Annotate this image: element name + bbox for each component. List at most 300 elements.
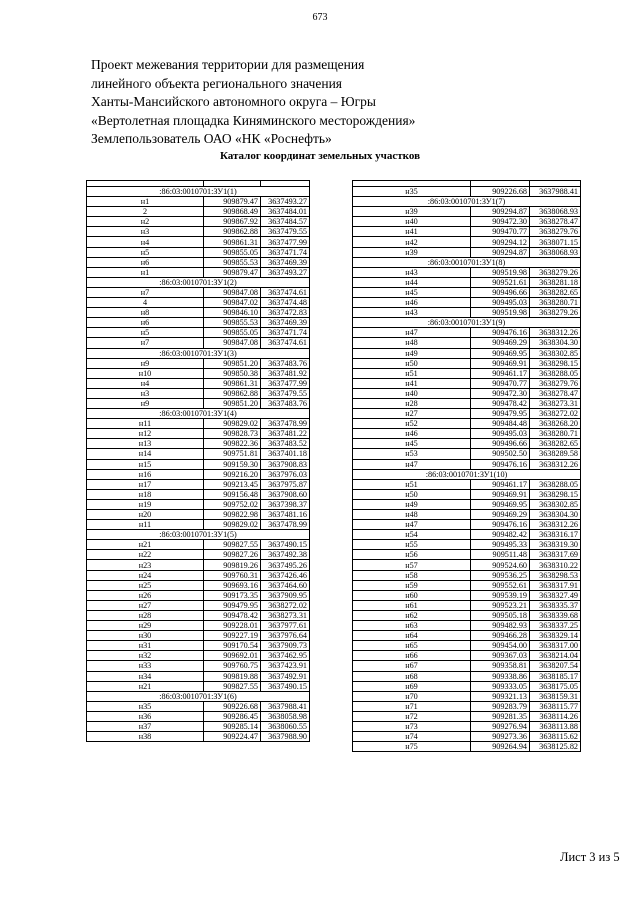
table-row xyxy=(87,489,310,499)
point-id-cell: н61 xyxy=(353,600,471,610)
x-coordinate-cell: 909868.49 xyxy=(204,207,261,217)
table-row xyxy=(353,358,581,368)
y-coordinate-cell: 3638273.31 xyxy=(261,610,310,620)
x-coordinate-cell: 909855.05 xyxy=(204,247,261,257)
point-id-cell: н43 xyxy=(353,308,471,318)
table-row xyxy=(353,560,581,570)
x-coordinate-cell: 909752.02 xyxy=(204,499,261,509)
point-id-cell: н51 xyxy=(353,479,471,489)
point-id-cell: н24 xyxy=(87,570,204,580)
x-coordinate-cell: 909294.87 xyxy=(471,207,530,217)
y-coordinate-cell: 3637477.99 xyxy=(261,237,310,247)
point-id-cell: н11 xyxy=(87,419,204,429)
y-coordinate-cell: 3637484.57 xyxy=(261,217,310,227)
y-coordinate-cell: 3638272.02 xyxy=(261,600,310,610)
x-coordinate-cell: 909828.73 xyxy=(204,429,261,439)
point-id-cell: н29 xyxy=(87,621,204,631)
x-coordinate-cell: 909216.20 xyxy=(204,469,261,479)
table-row xyxy=(353,742,581,752)
table-row xyxy=(353,540,581,550)
y-coordinate-cell: 3637490.15 xyxy=(261,540,310,550)
x-coordinate-cell: 909760.75 xyxy=(204,661,261,671)
y-coordinate-cell: 3638115.62 xyxy=(530,732,581,742)
x-coordinate-cell: 909862.88 xyxy=(204,227,261,237)
x-coordinate-cell: 909469.91 xyxy=(471,489,530,499)
x-coordinate-cell: 909495.03 xyxy=(471,429,530,439)
table-row xyxy=(87,570,310,580)
x-coordinate-cell: 909822.36 xyxy=(204,439,261,449)
x-coordinate-cell: 909469.29 xyxy=(471,510,530,520)
y-coordinate-cell: 3637988.41 xyxy=(261,701,310,711)
x-coordinate-cell: 909321.13 xyxy=(471,691,530,701)
table-row xyxy=(353,721,581,731)
x-coordinate-cell: 909469.91 xyxy=(471,358,530,368)
point-id-cell: н40 xyxy=(353,217,471,227)
table-row xyxy=(87,711,310,721)
section-title: :86:03:0010701:ЗУ1(8) xyxy=(353,257,581,267)
x-coordinate-cell: 909851.20 xyxy=(204,398,261,408)
point-id-cell: н19 xyxy=(87,499,204,509)
y-coordinate-cell: 3637975.87 xyxy=(261,479,310,489)
point-id-cell: н39 xyxy=(353,247,471,257)
section-header-row xyxy=(353,257,581,267)
header-line: «Вертолетная площадка Киняминского месторождения» xyxy=(91,112,416,128)
x-coordinate-cell: 909847.08 xyxy=(204,287,261,297)
point-id-cell: н46 xyxy=(353,298,471,308)
table-row xyxy=(87,267,310,277)
point-id-cell: н49 xyxy=(353,499,471,509)
point-id-cell: н42 xyxy=(353,237,471,247)
header-line: Проект межевания территории для размещения xyxy=(91,57,365,72)
x-coordinate-cell: 909861.31 xyxy=(204,237,261,247)
point-id-cell: н27 xyxy=(353,409,471,419)
y-coordinate-cell: 3637988.41 xyxy=(530,187,581,197)
point-id-cell: н47 xyxy=(353,328,471,338)
table-row xyxy=(87,580,310,590)
table-row xyxy=(87,661,310,671)
table-row xyxy=(353,590,581,600)
header-line: Землепользователь ОАО «НК «Роснефть» xyxy=(91,131,332,146)
table-row xyxy=(87,701,310,711)
x-coordinate-cell: 909496.66 xyxy=(471,287,530,297)
x-coordinate-cell: 909226.68 xyxy=(471,187,530,197)
sheet-number: Лист 3 из 5 xyxy=(560,850,620,864)
point-id-cell: н44 xyxy=(353,277,471,287)
section-header-row xyxy=(353,469,581,479)
point-id-cell: н5 xyxy=(87,247,204,257)
table-row xyxy=(87,560,310,570)
x-coordinate-cell: 909285.14 xyxy=(204,721,261,731)
table-row xyxy=(353,580,581,590)
x-coordinate-cell: 909454.00 xyxy=(471,641,530,651)
y-coordinate-cell: 3638319.30 xyxy=(530,540,581,550)
point-id-cell: н18 xyxy=(87,489,204,499)
y-coordinate-cell: 3637477.99 xyxy=(261,378,310,388)
x-coordinate-cell: 909855.53 xyxy=(204,257,261,267)
x-coordinate-cell: 909829.02 xyxy=(204,520,261,530)
point-id-cell: н21 xyxy=(87,681,204,691)
y-coordinate-cell: 3638280.71 xyxy=(530,298,581,308)
point-id-cell: н68 xyxy=(353,671,471,681)
table-row xyxy=(353,600,581,610)
x-coordinate-cell: 909461.17 xyxy=(471,368,530,378)
point-id-cell: н62 xyxy=(353,610,471,620)
page-number: 673 xyxy=(312,12,328,23)
point-id-cell: н17 xyxy=(87,479,204,489)
x-coordinate-cell: 909479.95 xyxy=(471,409,530,419)
x-coordinate-cell: 909505.18 xyxy=(471,610,530,620)
table-row xyxy=(87,540,310,550)
point-id-cell: н11 xyxy=(87,520,204,530)
point-id-cell: н40 xyxy=(353,388,471,398)
table-row xyxy=(87,479,310,489)
y-coordinate-cell: 3638288.05 xyxy=(530,368,581,378)
point-id-cell: н9 xyxy=(87,398,204,408)
point-id-cell: н4 xyxy=(87,378,204,388)
point-id-cell: н2 xyxy=(87,217,204,227)
y-coordinate-cell: 3637401.18 xyxy=(261,449,310,459)
table-row xyxy=(87,621,310,631)
point-id-cell: н33 xyxy=(87,661,204,671)
point-id-cell: н71 xyxy=(353,701,471,711)
point-id-cell: н47 xyxy=(353,520,471,530)
point-id-cell: н26 xyxy=(87,590,204,600)
point-id-cell: н22 xyxy=(87,550,204,560)
table-row xyxy=(87,550,310,560)
point-id-cell: н54 xyxy=(353,530,471,540)
table-row xyxy=(87,610,310,620)
table-row xyxy=(353,308,581,318)
y-coordinate-cell: 3637976.03 xyxy=(261,469,310,479)
x-coordinate-cell: 909224.47 xyxy=(204,732,261,742)
point-id-cell: н5 xyxy=(87,328,204,338)
point-id-cell: н53 xyxy=(353,449,471,459)
table-row xyxy=(353,499,581,509)
x-coordinate-cell: 909469.95 xyxy=(471,499,530,509)
y-coordinate-cell: 3638312.26 xyxy=(530,328,581,338)
table-row xyxy=(87,600,310,610)
table-row xyxy=(353,570,581,580)
y-coordinate-cell: 3638304.30 xyxy=(530,338,581,348)
x-coordinate-cell: 909478.42 xyxy=(204,610,261,620)
table-row xyxy=(353,237,581,247)
point-id-cell: н66 xyxy=(353,651,471,661)
y-coordinate-cell: 3638207.54 xyxy=(530,661,581,671)
table-row xyxy=(353,419,581,429)
table-row xyxy=(87,681,310,691)
y-coordinate-cell: 3638268.20 xyxy=(530,419,581,429)
point-id-cell: 4 xyxy=(87,298,204,308)
point-id-cell: н60 xyxy=(353,590,471,600)
x-coordinate-cell: 909502.50 xyxy=(471,449,530,459)
table-row xyxy=(353,631,581,641)
y-coordinate-cell: 3638298.15 xyxy=(530,358,581,368)
x-coordinate-cell: 909358.81 xyxy=(471,661,530,671)
table-row xyxy=(353,711,581,721)
document-header xyxy=(91,56,415,149)
point-id-cell: н7 xyxy=(87,338,204,348)
table-row xyxy=(87,338,310,348)
y-coordinate-cell: 3638114.26 xyxy=(530,711,581,721)
table-row xyxy=(353,449,581,459)
point-id-cell: н38 xyxy=(87,732,204,742)
x-coordinate-cell: 909170.54 xyxy=(204,641,261,651)
table-row xyxy=(87,429,310,439)
point-id-cell: н49 xyxy=(353,348,471,358)
left-coordinate-table xyxy=(86,180,310,742)
table-row xyxy=(353,368,581,378)
y-coordinate-cell: 3637908.60 xyxy=(261,489,310,499)
x-coordinate-cell: 909819.26 xyxy=(204,560,261,570)
y-coordinate-cell: 3638282.65 xyxy=(530,287,581,297)
y-coordinate-cell: 3637909.73 xyxy=(261,641,310,651)
x-coordinate-cell: 909276.94 xyxy=(471,721,530,731)
point-id-cell: н4 xyxy=(87,237,204,247)
table-row xyxy=(87,398,310,408)
header-line: Ханты-Мансийского автономного округа – Югры xyxy=(91,94,376,109)
y-coordinate-cell: 3637469.39 xyxy=(261,318,310,328)
x-coordinate-cell: 909479.95 xyxy=(204,600,261,610)
table-row xyxy=(353,217,581,227)
point-id-cell: н74 xyxy=(353,732,471,742)
point-id-cell: н8 xyxy=(87,308,204,318)
table-row xyxy=(353,227,581,237)
table-row xyxy=(353,287,581,297)
section-header-row xyxy=(87,348,310,358)
y-coordinate-cell: 3638214.04 xyxy=(530,651,581,661)
table-row xyxy=(87,721,310,731)
point-id-cell: н14 xyxy=(87,449,204,459)
x-coordinate-cell: 909879.47 xyxy=(204,267,261,277)
x-coordinate-cell: 909226.68 xyxy=(204,701,261,711)
table-row xyxy=(87,207,310,217)
point-id-cell: н36 xyxy=(87,711,204,721)
table-row xyxy=(87,510,310,520)
y-coordinate-cell: 3638060.55 xyxy=(261,721,310,731)
x-coordinate-cell: 909523.21 xyxy=(471,600,530,610)
point-id-cell: н41 xyxy=(353,378,471,388)
point-id-cell: н65 xyxy=(353,641,471,651)
point-id-cell: н35 xyxy=(87,701,204,711)
point-id-cell: н58 xyxy=(353,570,471,580)
x-coordinate-cell: 909829.02 xyxy=(204,419,261,429)
table-row xyxy=(353,409,581,419)
table-row xyxy=(353,610,581,620)
x-coordinate-cell: 909472.30 xyxy=(471,217,530,227)
x-coordinate-cell: 909482.42 xyxy=(471,530,530,540)
point-id-cell: н46 xyxy=(353,429,471,439)
point-id-cell: н48 xyxy=(353,510,471,520)
y-coordinate-cell: 3638279.76 xyxy=(530,227,581,237)
point-id-cell: н30 xyxy=(87,631,204,641)
section-header-row xyxy=(87,277,310,287)
x-coordinate-cell: 909472.30 xyxy=(471,388,530,398)
x-coordinate-cell: 909294.12 xyxy=(471,237,530,247)
y-coordinate-cell: 3637481.16 xyxy=(261,510,310,520)
x-coordinate-cell: 909227.19 xyxy=(204,631,261,641)
y-coordinate-cell: 3637492.91 xyxy=(261,671,310,681)
y-coordinate-cell: 3637977.61 xyxy=(261,621,310,631)
y-coordinate-cell: 3638312.26 xyxy=(530,520,581,530)
y-coordinate-cell: 3638317.91 xyxy=(530,580,581,590)
table-row xyxy=(353,459,581,469)
table-row xyxy=(353,641,581,651)
section-title: :86:03:0010701:ЗУ1(2) xyxy=(87,277,310,287)
right-table-body xyxy=(353,181,581,752)
x-coordinate-cell: 909552.61 xyxy=(471,580,530,590)
catalog-title: Каталог координат земельных участков xyxy=(219,150,421,162)
table-row xyxy=(87,590,310,600)
x-coordinate-cell: 909827.26 xyxy=(204,550,261,560)
table-row xyxy=(87,197,310,207)
y-coordinate-cell: 3638302.85 xyxy=(530,499,581,509)
y-coordinate-cell: 3638282.65 xyxy=(530,439,581,449)
section-title: :86:03:0010701:ЗУ1(5) xyxy=(87,530,310,540)
y-coordinate-cell: 3637490.15 xyxy=(261,681,310,691)
table-row xyxy=(87,439,310,449)
point-id-cell: н48 xyxy=(353,338,471,348)
y-coordinate-cell: 3637492.38 xyxy=(261,550,310,560)
y-coordinate-cell: 3638337.25 xyxy=(530,621,581,631)
y-coordinate-cell: 3638288.05 xyxy=(530,479,581,489)
section-header-row xyxy=(87,530,310,540)
point-id-cell: н73 xyxy=(353,721,471,731)
point-id-cell: н64 xyxy=(353,631,471,641)
y-coordinate-cell: 3637462.95 xyxy=(261,651,310,661)
y-coordinate-cell: 3637478.99 xyxy=(261,520,310,530)
y-coordinate-cell: 3638316.17 xyxy=(530,530,581,540)
table-row xyxy=(353,439,581,449)
table-row xyxy=(353,398,581,408)
y-coordinate-cell: 3637481.92 xyxy=(261,368,310,378)
point-id-cell: н50 xyxy=(353,489,471,499)
y-coordinate-cell: 3638317.69 xyxy=(530,550,581,560)
table-row xyxy=(87,631,310,641)
table-row xyxy=(87,449,310,459)
x-coordinate-cell: 909862.88 xyxy=(204,388,261,398)
x-coordinate-cell: 909286.45 xyxy=(204,711,261,721)
point-id-cell: н25 xyxy=(87,580,204,590)
point-id-cell: 2 xyxy=(87,207,204,217)
x-coordinate-cell: 909213.45 xyxy=(204,479,261,489)
y-coordinate-cell: 3638335.37 xyxy=(530,600,581,610)
x-coordinate-cell: 909159.30 xyxy=(204,459,261,469)
y-coordinate-cell: 3637398.37 xyxy=(261,499,310,509)
table-row xyxy=(353,187,581,197)
point-id-cell: н45 xyxy=(353,439,471,449)
y-coordinate-cell: 3637495.26 xyxy=(261,560,310,570)
point-id-cell: н21 xyxy=(87,540,204,550)
y-coordinate-cell: 3637988.90 xyxy=(261,732,310,742)
y-coordinate-cell: 3638310.22 xyxy=(530,560,581,570)
x-coordinate-cell: 909751.81 xyxy=(204,449,261,459)
y-coordinate-cell: 3638159.31 xyxy=(530,691,581,701)
y-coordinate-cell: 3637479.55 xyxy=(261,227,310,237)
header-line: линейного объекта регионального значения xyxy=(91,75,343,91)
table-row xyxy=(353,479,581,489)
section-title: :86:03:0010701:ЗУ1(3) xyxy=(87,348,310,358)
y-coordinate-cell: 3637471.74 xyxy=(261,328,310,338)
table-row xyxy=(353,207,581,217)
table-row xyxy=(353,429,581,439)
table-row xyxy=(87,298,310,308)
x-coordinate-cell: 909867.92 xyxy=(204,217,261,227)
x-coordinate-cell: 909466.28 xyxy=(471,631,530,641)
x-coordinate-cell: 909760.31 xyxy=(204,570,261,580)
table-row xyxy=(87,520,310,530)
y-coordinate-cell: 3638329.14 xyxy=(530,631,581,641)
x-coordinate-cell: 909521.61 xyxy=(471,277,530,287)
table-row xyxy=(353,348,581,358)
x-coordinate-cell: 909478.42 xyxy=(471,398,530,408)
y-coordinate-cell: 3638273.31 xyxy=(530,398,581,408)
x-coordinate-cell: 909484.48 xyxy=(471,419,530,429)
table-row xyxy=(87,287,310,297)
y-coordinate-cell: 3637471.74 xyxy=(261,247,310,257)
point-id-cell: н1 xyxy=(87,197,204,207)
x-coordinate-cell: 909495.03 xyxy=(471,298,530,308)
point-id-cell: н63 xyxy=(353,621,471,631)
x-coordinate-cell: 909495.33 xyxy=(471,540,530,550)
table-row xyxy=(87,651,310,661)
section-title: :86:03:0010701:ЗУ1(10) xyxy=(353,469,581,479)
y-coordinate-cell: 3637483.52 xyxy=(261,439,310,449)
x-coordinate-cell: 909281.35 xyxy=(471,711,530,721)
table-row xyxy=(353,247,581,257)
x-coordinate-cell: 909156.48 xyxy=(204,489,261,499)
section-header-row xyxy=(353,197,581,207)
section-header-row xyxy=(87,409,310,419)
x-coordinate-cell: 909847.02 xyxy=(204,298,261,308)
table-row xyxy=(353,530,581,540)
point-id-cell: н9 xyxy=(87,358,204,368)
x-coordinate-cell: 909524.60 xyxy=(471,560,530,570)
point-id-cell: н13 xyxy=(87,439,204,449)
section-header-row xyxy=(87,691,310,701)
point-id-cell: н70 xyxy=(353,691,471,701)
y-coordinate-cell: 3637478.99 xyxy=(261,419,310,429)
y-coordinate-cell: 3637493.27 xyxy=(261,267,310,277)
table-row xyxy=(353,388,581,398)
table-row xyxy=(353,550,581,560)
x-coordinate-cell: 909855.05 xyxy=(204,328,261,338)
section-header-row xyxy=(353,318,581,328)
table-row xyxy=(87,257,310,267)
point-id-cell: н41 xyxy=(353,227,471,237)
point-id-cell: н1 xyxy=(87,267,204,277)
table-row xyxy=(87,358,310,368)
y-coordinate-cell: 3638071.15 xyxy=(530,237,581,247)
table-row xyxy=(353,378,581,388)
point-id-cell: н31 xyxy=(87,641,204,651)
point-id-cell: н51 xyxy=(353,368,471,378)
x-coordinate-cell: 909469.29 xyxy=(471,338,530,348)
point-id-cell: н55 xyxy=(353,540,471,550)
table-row xyxy=(353,277,581,287)
x-coordinate-cell: 909822.98 xyxy=(204,510,261,520)
point-id-cell: н37 xyxy=(87,721,204,731)
y-coordinate-cell: 3638278.47 xyxy=(530,388,581,398)
x-coordinate-cell: 909469.95 xyxy=(471,348,530,358)
table-row xyxy=(87,732,310,742)
table-row xyxy=(353,267,581,277)
table-row xyxy=(87,308,310,318)
x-coordinate-cell: 909461.17 xyxy=(471,479,530,489)
table-row xyxy=(353,489,581,499)
y-coordinate-cell: 3637484.01 xyxy=(261,207,310,217)
table-row xyxy=(87,368,310,378)
table-row xyxy=(87,247,310,257)
